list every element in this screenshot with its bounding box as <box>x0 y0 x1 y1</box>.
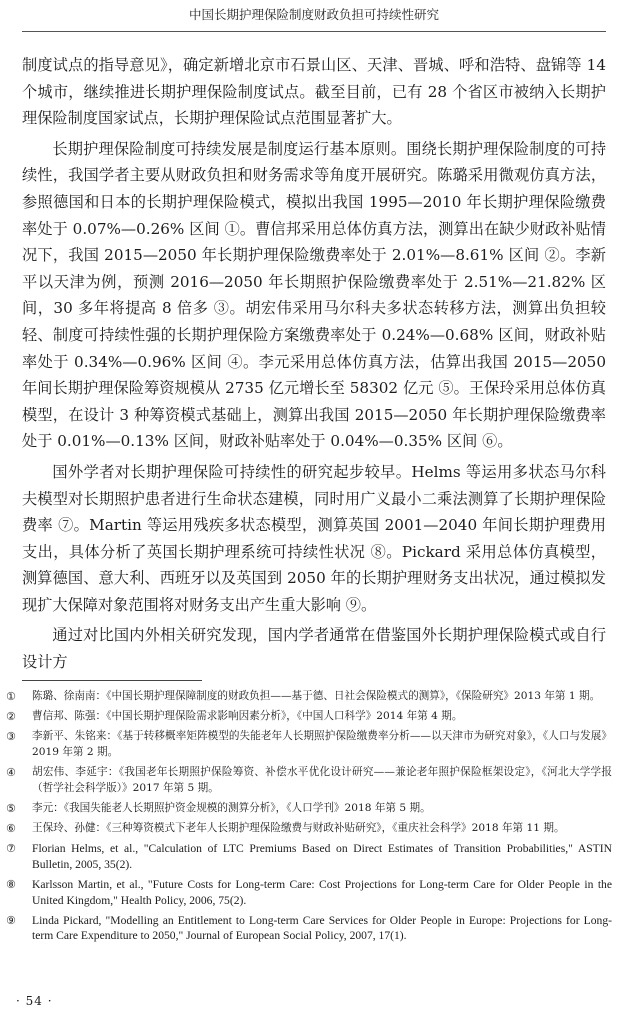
footnote-number: ⑨ <box>6 913 16 927</box>
footnote-number: ③ <box>6 730 16 744</box>
running-header: 中国长期护理保险制度财政负担可持续性研究 <box>188 7 439 22</box>
footnote-8 <box>6 877 612 908</box>
footnote-text: Karlsson Martin, et al., "Future Costs for Long-term Care: Cost Projections for Long-term Care for Older People in the United Kingdom," Health Policy, 2006, 75(2). <box>32 878 612 907</box>
footnote-7 <box>6 841 612 872</box>
footnote-4 <box>6 765 612 796</box>
paragraph-2: 长期护理保险制度可持续发展是制度运行基本原则。围绕长期护理保险制度的可持续性，我国学者主要从财政负担和财务需求等角度开展研究。陈璐采用微观仿真方法，参照德国和日本的长期护理保险模式，模拟出我国 1995—2010 年长期护理保险缴费率处于 0.07%—0.26% 区间 ①。曹信邦采用总体仿真方法，测算出在缺少财政补贴情况下，我国 2015—2050 年长期护理保险缴费率处于 2.01%—8.61% 区间 ②。李新平以天津为例，预测 2016—2050 年长期照护保险缴费率处于 2.51%—21.82% 区间，30 多年将提高 8 倍多 ③。胡宏伟采用马尔科夫多状态转移方法，测算出负担较轻、制度可持续性强的长期护理保险方案缴费率处于 0.24%—0.68% 区间，财政补贴率处于 0.34%—0.96% 区间 ④。李元采用总体仿真方法，估算出我国 2015—2050 年间长期护理保险筹资规模从 2735 亿元增长至 58302 亿元 ⑤。王保玲采用总体仿真模型，在设计 3 种筹资模式基础上，测算出我国 2015—2050 年长期护理保险缴费率处于 0.01%—0.13% 区间，财政补贴率处于 0.04%—0.35% 区间 ⑥。 <box>22 139 606 451</box>
footnote-number: ⑧ <box>6 878 16 892</box>
footnote-text: Florian Helms, et al., "Calculation of LTC Premiums Based on Direct Estimates of Transition Probabilities," ASTIN Bulletin, 2005, 35(2). <box>32 842 612 871</box>
footnote-separator <box>22 680 202 681</box>
footnote-5 <box>6 801 612 817</box>
footnote-2 <box>6 709 612 725</box>
footnote-6 <box>6 821 612 837</box>
footnote-number: ⑥ <box>6 822 16 836</box>
footnote-1 <box>6 689 612 705</box>
footnote-text: 李元：《我国失能老人长期照护资金规模的测算分析》，《人口学刊》2018 年第 5 期。 <box>32 801 431 814</box>
footnote-number: ⑦ <box>6 842 16 856</box>
footnote-3 <box>6 729 612 760</box>
footnote-number: ⑤ <box>6 801 16 815</box>
footnotes <box>6 689 612 949</box>
footnote-number: ② <box>6 710 16 724</box>
footnote-text: 李新平、朱铭来：《基于转移概率矩阵模型的失能老年人长期照护保险缴费率分析——以天津市为研究对象》，《人口与发展》2019 年第 2 期。 <box>32 730 612 758</box>
footnote-9 <box>6 913 612 944</box>
footnote-text: 曹信邦、陈强：《中国长期护理保险需求影响因素分析》，《中国人口科学》2014 年第 4 期。 <box>32 710 463 723</box>
footnote-text: Linda Pickard, "Modelling an Entitlement to Long-term Care Services for Older People in Europe: Projections for Long-term Care Expenditure to 2050," Journal of European Social Policy, 2007, 17(1). <box>32 913 612 943</box>
paragraph-4: 通过对比国内外相关研究发现，国内学者通常在借鉴国外长期护理保险模式或自行设计方 <box>22 626 606 672</box>
header-rule <box>22 31 606 32</box>
footnote-number: ④ <box>6 766 16 780</box>
footnote-text: 胡宏伟、李延宇：《我国老年长期照护保险筹资、补偿水平优化设计研究——兼论老年照护保险框架设定》，《河北大学学报（哲学社会科学版）》2017 年第 5 期。 <box>32 766 612 794</box>
body-text <box>22 52 606 680</box>
footnote-text: 陈璐、徐南南：《中国长期护理保障制度的财政负担——基于德、日社会保险模式的测算》，《保险研究》2013 年第 1 期。 <box>32 690 601 702</box>
footnote-text: 王保玲、孙健：《三种筹资模式下老年人长期护理保险缴费与财政补贴研究》，《重庆社会科学》2018 年第 11 期。 <box>32 822 565 835</box>
paragraph-1: 制度试点的指导意见》，确定新增北京市石景山区、天津、晋城、呼和浩特、盘锦等 14 个城市，继续推进长期护理保险制度试点。截至目前，已有 28 个省区市被纳入长期护理保险制度国家试点，长期护理保险试点范围显著扩大。 <box>22 56 606 128</box>
footnote-number: ① <box>6 690 16 703</box>
paragraph-3: 国外学者对长期护理保险可持续性的研究起步较早。Helms 等运用多状态马尔科夫模型对长期照护患者进行生命状态建模，同时用广义最小二乘法测算了长期护理保险费率 ⑦。Martin 等运用残疾多状态模型，测算英国 2001—2040 年间长期护理费用支出，具体分析了英国长期护理系统可持续性状况 ⑧。Pickard 采用总体仿真模型，测算德国、意大利、西班牙以及英国到 2050 年的长期护理财务支出状况，通过模拟发现扩大保障对象范围将对财务支出产生重大影响 ⑨。 <box>22 462 606 614</box>
page-number: · 54 · <box>16 994 53 1008</box>
